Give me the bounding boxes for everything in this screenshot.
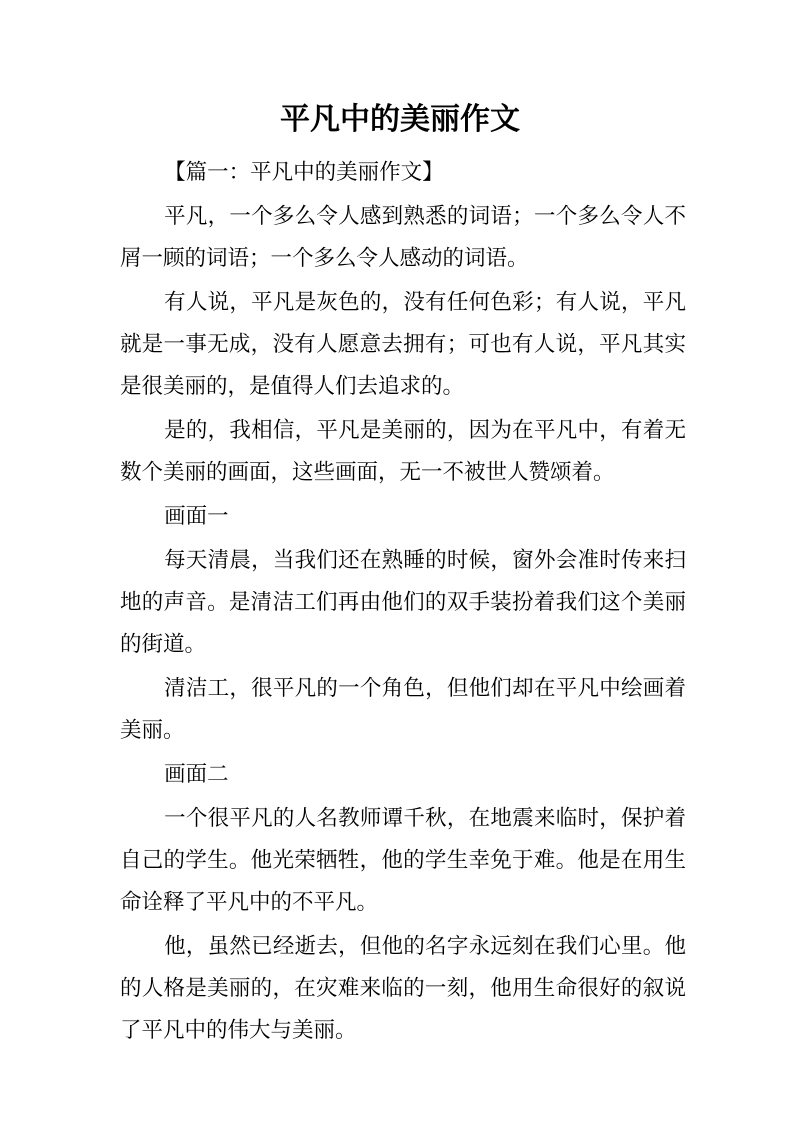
paragraph: 是的，我相信，平凡是美丽的，因为在平凡中，有着无数个美丽的画面，这些画面，无一不被世人赞颂着。 — [120, 418, 686, 485]
paragraph: 平凡，一个多么令人感到熟悉的词语；一个多么令人不屑一顾的词语；一个多么令人感动的词语。 — [120, 204, 686, 271]
paragraph: 每天清晨，当我们还在熟睡的时候，窗外会准时传来扫地的声音。是清洁工们再由他们的双手装扮着我们这个美丽的街道。 — [120, 548, 686, 657]
paragraph: 有人说，平凡是灰色的，没有任何色彩；有人说，平凡就是一事无成，没有人愿意去拥有；可也有人说，平凡其实是很美丽的，是值得人们去追求的。 — [120, 290, 686, 399]
paragraph-scene-heading: 画面二 — [164, 762, 229, 787]
paragraph: 清洁工，很平凡的一个角色，但他们却在平凡中绘画着美丽。 — [120, 676, 686, 743]
paragraph-section-heading: 【篇一：平凡中的美丽作文】 — [164, 160, 444, 185]
document-title: 平凡中的美丽作文 — [280, 102, 520, 137]
document-body — [120, 152, 686, 1054]
paragraph: 他，虽然已经逝去，但他的名字永远刻在我们心里。他的人格是美丽的，在灾难来临的一刻，他用生命很好的叙说了平凡中的伟大与美丽。 — [120, 934, 686, 1043]
paragraph-scene-heading: 画面一 — [164, 504, 229, 529]
paragraph: 一个很平凡的人名教师谭千秋，在地震来临时，保护着自己的学生。他光荣牺牲，他的学生幸免于难。他是在用生命诠释了平凡中的不平凡。 — [120, 806, 686, 915]
